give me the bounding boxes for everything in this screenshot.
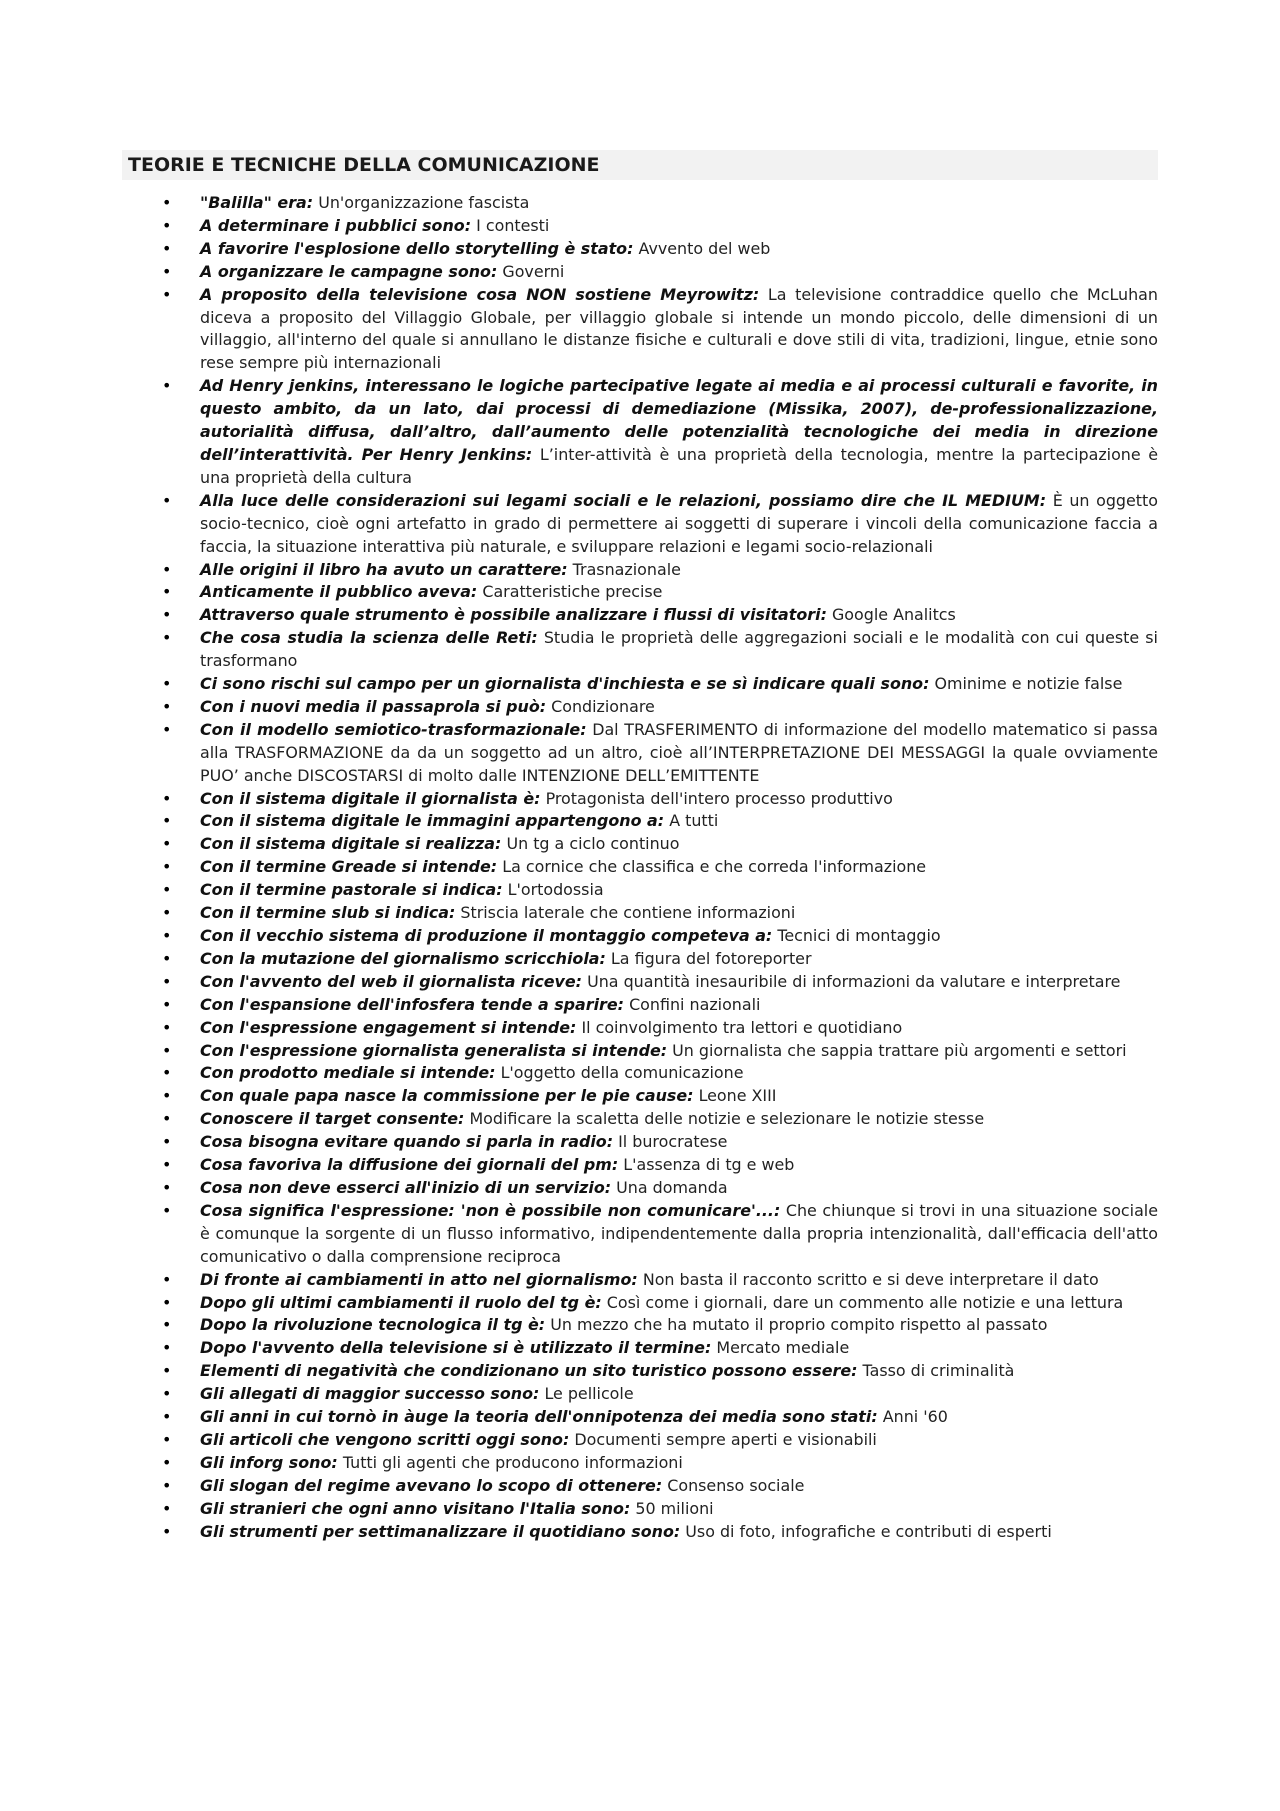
answer-text: Leone XIII xyxy=(698,1086,777,1106)
bullet-icon: • xyxy=(162,559,172,579)
bullet-icon: • xyxy=(162,490,172,510)
answer-text: Confini nazionali xyxy=(629,994,761,1014)
answer-text: Modificare la scaletta delle notizie e selezionare le notizie stesse xyxy=(469,1109,985,1129)
question-text: Gli articoli che vengono scritti oggi sono: xyxy=(200,1429,570,1449)
answer-text: Governi xyxy=(502,261,565,281)
bullet-icon: • xyxy=(162,1155,172,1175)
question-text: Cosa favoriva la diffusione dei giornali del pm: xyxy=(200,1155,619,1175)
question-text: Gli allegati di maggior successo sono: xyxy=(200,1384,540,1404)
answer-text: La televisione contraddice quello che McLuhan diceva a proposito del Villaggio Globale, per villaggio globale si intende un mondo piccolo, delle dimensioni di un villaggio, all'interno del quale si annullano le distanze fisiche e culturali e dove stili di vita, tradizioni, lingue, etnie sono rese sempre più internazionali xyxy=(200,284,1158,373)
list-item xyxy=(122,1498,1158,1521)
bullet-icon: • xyxy=(162,948,172,968)
list-item xyxy=(122,1337,1158,1360)
list-item xyxy=(122,1131,1158,1154)
list-item xyxy=(122,994,1158,1017)
question-text: Con la mutazione del giornalismo scricchiola: xyxy=(200,948,606,968)
list-item xyxy=(122,1314,1158,1337)
question-text: Gli inforg sono: xyxy=(200,1452,338,1472)
document-page xyxy=(122,150,1158,1543)
bullet-icon: • xyxy=(162,238,172,258)
list-item xyxy=(122,1383,1158,1406)
list-item xyxy=(122,971,1158,994)
question-text: Gli strumenti per settimanalizzare il quotidiano sono: xyxy=(200,1521,681,1541)
bullet-icon: • xyxy=(162,1384,172,1404)
list-item xyxy=(122,375,1158,490)
question-text: Cosa bisogna evitare quando si parla in radio: xyxy=(200,1132,614,1152)
answer-text: Striscia laterale che contiene informazioni xyxy=(460,903,796,923)
question-text: Gli slogan del regime avevano lo scopo di ottenere: xyxy=(200,1475,663,1495)
answer-text: Tecnici di montaggio xyxy=(777,926,941,945)
list-item xyxy=(122,1406,1158,1429)
list-item xyxy=(122,261,1158,284)
answer-text: La cornice che classifica e che correda l'informazione xyxy=(502,857,927,877)
answer-text: Ominime e notizie false xyxy=(934,674,1123,694)
answer-text: Protagonista dell'intero processo produttivo xyxy=(545,788,893,808)
bullet-icon: • xyxy=(162,1338,172,1358)
answer-text: L’inter-attività è una proprietà della tecnologia, mentre la partecipazione è una proprietà della cultura xyxy=(200,444,1158,487)
question-text: Con il modello semiotico-trasformazionale: xyxy=(200,719,587,739)
bullet-icon: • xyxy=(162,1109,172,1129)
answer-text: I contesti xyxy=(476,215,550,235)
question-text: Cosa non deve esserci all'inizio di un servizio: xyxy=(200,1177,612,1197)
bullet-icon: • xyxy=(162,1407,172,1427)
list-item xyxy=(122,1062,1158,1085)
question-text: A proposito della televisione cosa NON sostiene Meyrowitz: xyxy=(200,284,760,304)
question-text: Con l'espansione dell'infosfera tende a sparire: xyxy=(200,994,625,1014)
bullet-icon: • xyxy=(162,857,172,877)
bullet-icon: • xyxy=(162,1292,172,1312)
answer-text: Trasnazionale xyxy=(572,559,681,579)
answer-text: Non basta il racconto scritto e si deve interpretare il dato xyxy=(642,1269,1099,1289)
question-text: Alle origini il libro ha avuto un carattere: xyxy=(200,559,568,579)
bullet-icon: • xyxy=(162,1521,172,1541)
answer-text: Documenti sempre aperti e visionabili xyxy=(574,1429,877,1449)
question-text: A favorire l'esplosione dello storytelling è stato: xyxy=(200,238,634,258)
list-item xyxy=(122,1429,1158,1452)
list-item xyxy=(122,810,1158,833)
list-item xyxy=(122,1292,1158,1315)
answer-text: Uso di foto, infografiche e contributi di esperti xyxy=(685,1521,1052,1541)
answer-text: Una quantità inesauribile di informazioni da valutare e interpretare xyxy=(587,971,1121,991)
list-item xyxy=(122,879,1158,902)
list-item xyxy=(122,238,1158,261)
list-item xyxy=(122,1521,1158,1544)
bullet-icon: • xyxy=(162,994,172,1014)
bullet-icon: • xyxy=(162,582,172,602)
answer-text: Che chiunque si trovi in una situazione sociale è comunque la sorgente di un flusso informativo, indipendentemente dalla propria intenzionalità, dall'efficacia dell'atto comunicativo o dalla comprensione reciproca xyxy=(200,1200,1159,1266)
question-text: Con l'espressione giornalista generalista si intende: xyxy=(200,1040,668,1060)
list-item xyxy=(122,948,1158,971)
list-item xyxy=(122,215,1158,238)
answer-text: Consenso sociale xyxy=(667,1475,805,1495)
answer-text: Mercato mediale xyxy=(716,1338,850,1358)
question-text: Con il termine slub si indica: xyxy=(200,903,456,923)
list-item xyxy=(122,673,1158,696)
bullet-icon: • xyxy=(162,926,172,945)
qa-list xyxy=(122,192,1158,1543)
bullet-icon: • xyxy=(162,1429,172,1449)
bullet-icon: • xyxy=(162,1269,172,1289)
bullet-icon: • xyxy=(162,1017,172,1037)
bullet-icon: • xyxy=(162,811,172,831)
list-item xyxy=(122,719,1158,788)
answer-text: La figura del fotoreporter xyxy=(610,948,812,968)
bullet-icon: • xyxy=(162,1452,172,1472)
bullet-icon: • xyxy=(162,1361,172,1381)
question-text: A organizzare le campagne sono: xyxy=(200,261,498,281)
question-text: Con i nuovi media il passaprola si può: xyxy=(200,696,547,716)
bullet-icon: • xyxy=(162,261,172,281)
answer-text: Il coinvolgimento tra lettori e quotidiano xyxy=(581,1017,903,1037)
question-text: Con il sistema digitale il giornalista è: xyxy=(200,788,541,808)
answer-text: Una domanda xyxy=(616,1177,728,1197)
list-item xyxy=(122,696,1158,719)
bullet-icon: • xyxy=(162,1086,172,1106)
list-item xyxy=(122,1154,1158,1177)
list-item xyxy=(122,1200,1158,1269)
list-item xyxy=(122,902,1158,925)
list-item xyxy=(122,1177,1158,1200)
list-item xyxy=(122,192,1158,215)
answer-text: Studia le proprietà delle aggregazioni sociali e le modalità con cui queste si trasformano xyxy=(200,628,1158,671)
answer-text: Un'organizzazione fascista xyxy=(318,193,530,212)
bullet-icon: • xyxy=(162,696,172,716)
list-item xyxy=(122,856,1158,879)
question-text: Cosa significa l'espressione: 'non è possibile non comunicare'...: xyxy=(200,1200,781,1220)
list-item xyxy=(122,1269,1158,1292)
answer-text: Condizionare xyxy=(551,696,655,716)
list-item xyxy=(122,284,1158,376)
bullet-icon: • xyxy=(162,719,172,739)
answer-text: Caratteristiche precise xyxy=(482,582,663,602)
answer-text: Tasso di criminalità xyxy=(862,1361,1015,1381)
question-text: Con l'avvento del web il giornalista riceve: xyxy=(200,971,583,991)
question-text: Con il sistema digitale le immagini appartengono a: xyxy=(200,811,665,831)
bullet-icon: • xyxy=(162,903,172,923)
bullet-icon: • xyxy=(162,1200,172,1220)
question-text: Con il sistema digitale si realizza: xyxy=(200,834,502,854)
bullet-icon: • xyxy=(162,605,172,625)
answer-text: Un tg a ciclo continuo xyxy=(506,834,680,854)
question-text: Ad Henry jenkins, interessano le logiche partecipative legate ai media e ai processi culturali e favorite, in questo ambito, da un lato, dai processi di demediazione (Missika, 2007), de-professionalizzazione, autorialità diffusa, dall’altro, dall’aumento delle potenzialità tecnologiche dei media in direzione dell’interattività. Per Henry Jenkins: xyxy=(200,376,1158,464)
answer-text: Google Analitcs xyxy=(831,605,956,625)
bullet-icon: • xyxy=(162,1063,172,1083)
question-text: Con il termine pastorale si indica: xyxy=(200,880,503,900)
question-text: Con il vecchio sistema di produzione il montaggio competeva a: xyxy=(200,926,773,945)
answer-text: È un oggetto socio-tecnico, cioè ogni artefatto in grado di permettere ai soggetti di superare i vincoli della comunicazione faccia a faccia, la situazione interattiva più naturale, e sviluppare relazioni e legami socio-relazionali xyxy=(200,490,1158,556)
bullet-icon: • xyxy=(162,971,172,991)
question-text: Con quale papa nasce la commissione per le pie cause: xyxy=(200,1086,694,1106)
bullet-icon: • xyxy=(162,193,172,212)
answer-text: Un giornalista che sappia trattare più argomenti e settori xyxy=(672,1040,1127,1060)
answer-text: Così come i giornali, dare un commento alle notizie e una lettura xyxy=(606,1292,1124,1312)
answer-text: Un mezzo che ha mutato il proprio compito rispetto al passato xyxy=(550,1315,1048,1335)
document-title: TEORIE E TECNICHE DELLA COMUNICAZIONE xyxy=(122,150,1158,180)
question-text: "Balilla" era: xyxy=(200,193,314,212)
bullet-icon: • xyxy=(162,674,172,694)
question-text: Dopo l'avvento della televisione si è utilizzato il termine: xyxy=(200,1338,712,1358)
list-item xyxy=(122,627,1158,673)
list-item xyxy=(122,833,1158,856)
bullet-icon: • xyxy=(162,1132,172,1152)
bullet-icon: • xyxy=(162,284,172,304)
answer-text: L'assenza di tg e web xyxy=(623,1155,795,1175)
answer-text: L'oggetto della comunicazione xyxy=(500,1063,744,1083)
question-text: Che cosa studia la scienza delle Reti: xyxy=(200,628,538,648)
list-item xyxy=(122,581,1158,604)
list-item xyxy=(122,1108,1158,1131)
bullet-icon: • xyxy=(162,1498,172,1518)
question-text: Gli stranieri che ogni anno visitano l'Italia sono: xyxy=(200,1498,631,1518)
answer-text: Dal TRASFERIMENTO di informazione del modello matematico si passa alla TRASFORMAZIONE da da un soggetto ad un altro, cioè all’INTERPRETAZIONE DEI MESSAGGI la quale ovviamente PUO’ anche DISCOSTARSI di molto dalle INTENZIONE DELL’EMITTENTE xyxy=(200,719,1158,785)
bullet-icon: • xyxy=(162,1315,172,1335)
question-text: Attraverso quale strumento è possibile analizzare i flussi di visitatori: xyxy=(200,605,827,625)
list-item xyxy=(122,604,1158,627)
question-text: Ci sono rischi sul campo per un giornalista d'inchiesta e se sì indicare quali sono: xyxy=(200,674,930,694)
answer-text: 50 milioni xyxy=(635,1498,714,1518)
answer-text: Tutti gli agenti che producono informazioni xyxy=(342,1452,683,1472)
question-text: Con prodotto mediale si intende: xyxy=(200,1063,496,1083)
answer-text: L'ortodossia xyxy=(507,880,604,900)
question-text: Di fronte ai cambiamenti in atto nel giornalismo: xyxy=(200,1269,638,1289)
list-item xyxy=(122,1017,1158,1040)
question-text: Dopo la rivoluzione tecnologica il tg è: xyxy=(200,1315,546,1335)
list-item xyxy=(122,1085,1158,1108)
bullet-icon: • xyxy=(162,1177,172,1197)
list-item xyxy=(122,490,1158,559)
answer-text: Il burocratese xyxy=(618,1132,728,1152)
question-text: A determinare i pubblici sono: xyxy=(200,215,472,235)
bullet-icon: • xyxy=(162,1475,172,1495)
answer-text: Avvento del web xyxy=(638,238,771,258)
question-text: Dopo gli ultimi cambiamenti il ruolo del tg è: xyxy=(200,1292,602,1312)
list-item xyxy=(122,925,1158,948)
list-item xyxy=(122,788,1158,811)
question-text: Anticamente il pubblico aveva: xyxy=(200,582,478,602)
bullet-icon: • xyxy=(162,880,172,900)
answer-text: Anni '60 xyxy=(882,1407,948,1427)
question-text: Elementi di negatività che condizionano un sito turistico possono essere: xyxy=(200,1361,858,1381)
bullet-icon: • xyxy=(162,376,172,396)
list-item xyxy=(122,1452,1158,1475)
question-text: Alla luce delle considerazioni sui legami sociali e le relazioni, possiamo dire che IL MEDIUM: xyxy=(200,490,1047,510)
question-text: Con l'espressione engagement si intende: xyxy=(200,1017,577,1037)
answer-text: Le pellicole xyxy=(544,1384,634,1404)
question-text: Con il termine Greade si intende: xyxy=(200,857,498,877)
list-item xyxy=(122,1360,1158,1383)
question-text: Gli anni in cui tornò in àuge la teoria dell'onnipotenza dei media sono stati: xyxy=(200,1407,878,1427)
list-item xyxy=(122,1040,1158,1063)
question-text: Conoscere il target consente: xyxy=(200,1109,465,1129)
bullet-icon: • xyxy=(162,1040,172,1060)
bullet-icon: • xyxy=(162,788,172,808)
list-item xyxy=(122,1475,1158,1498)
bullet-icon: • xyxy=(162,628,172,648)
list-item xyxy=(122,559,1158,582)
bullet-icon: • xyxy=(162,215,172,235)
answer-text: A tutti xyxy=(669,811,719,831)
bullet-icon: • xyxy=(162,834,172,854)
